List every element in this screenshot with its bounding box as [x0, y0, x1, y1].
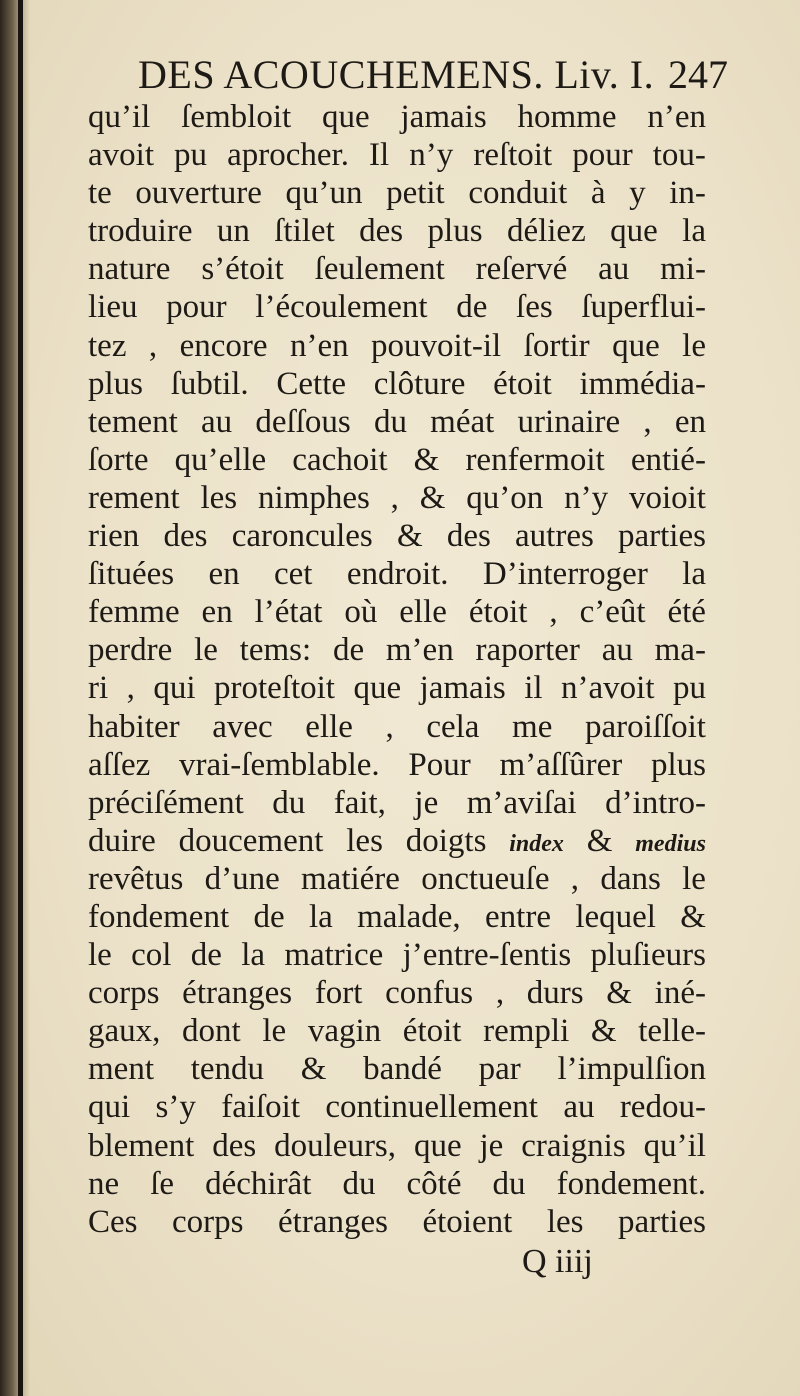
text-line — [88, 1127, 706, 1165]
word: doucement — [178, 822, 324, 859]
text-line — [88, 212, 706, 250]
word: douleurs, — [274, 1127, 397, 1164]
word: de — [190, 937, 222, 974]
word: urinaire — [517, 403, 621, 440]
text-line — [88, 403, 706, 441]
word: en — [674, 403, 706, 440]
word: pluſieurs — [590, 937, 706, 974]
word: vrai-ſemblable. — [179, 746, 380, 783]
word: onctueuſe — [421, 860, 550, 897]
word: du — [492, 1165, 526, 1202]
word: ſubtil. — [170, 365, 249, 402]
word: craignis — [521, 1127, 626, 1164]
word: deſſous — [255, 403, 351, 440]
word: fort — [314, 975, 363, 1012]
word: revêtus — [88, 860, 184, 897]
word: s’y — [155, 1089, 196, 1126]
word: préciſément — [88, 784, 244, 821]
word: de — [332, 632, 365, 669]
word: que — [610, 213, 658, 250]
word: index — [509, 830, 564, 857]
word: redou- — [619, 1089, 706, 1126]
word: les — [200, 479, 238, 516]
word: iné- — [654, 975, 706, 1012]
word: & — [396, 518, 423, 555]
word: pu — [174, 137, 208, 174]
word: caroncules — [231, 518, 373, 555]
word: ſituées — [88, 556, 175, 593]
word: étoit — [402, 1013, 462, 1050]
text-line — [88, 631, 706, 669]
word: ſembloit — [181, 99, 292, 135]
word: de — [456, 289, 488, 326]
word: , — [549, 594, 558, 631]
word: que — [353, 670, 402, 707]
word: y — [629, 175, 646, 212]
word: & — [680, 898, 706, 935]
word: avec — [212, 708, 273, 745]
word: rien — [88, 518, 140, 555]
word: endroit. — [346, 556, 449, 593]
word: proteſtoit — [214, 670, 335, 707]
word: d’une — [204, 860, 280, 897]
word: m’aſſûrer — [499, 746, 623, 783]
word: l’impulſion — [557, 1051, 706, 1088]
text-line — [88, 441, 706, 479]
word: & — [590, 1013, 617, 1050]
word: au — [601, 632, 633, 669]
word: cet — [274, 556, 313, 593]
word: homme — [517, 99, 617, 135]
word: jamais — [400, 99, 487, 135]
word: été — [667, 594, 706, 631]
word: Ces — [88, 1203, 138, 1240]
text-line — [88, 288, 706, 326]
word: corps — [88, 975, 160, 1012]
word: que — [322, 99, 370, 135]
word: par — [478, 1051, 521, 1088]
word: lieu — [88, 289, 138, 326]
word: duire — [88, 822, 156, 859]
word: qu’il — [643, 1127, 706, 1164]
word: que — [413, 1127, 462, 1164]
word: pouvoit-il — [371, 327, 502, 364]
text-line — [88, 479, 706, 517]
word: qui — [88, 1089, 131, 1126]
word: c’eût — [579, 594, 646, 631]
word: , — [385, 708, 394, 745]
word: mi- — [660, 251, 706, 288]
word: au — [598, 251, 630, 288]
word: & — [419, 479, 446, 516]
word: la — [682, 213, 706, 250]
word: raporter — [475, 632, 580, 669]
word: n’en — [289, 327, 349, 364]
word: qu’il — [88, 99, 151, 135]
word: déchirât — [205, 1165, 312, 1202]
word: confus — [385, 975, 474, 1012]
word: dans — [600, 860, 661, 897]
word: autres — [515, 518, 594, 555]
word: elle — [399, 594, 447, 631]
word: étoient — [422, 1203, 513, 1240]
word: fondement. — [556, 1165, 706, 1202]
word: les — [546, 1203, 584, 1240]
word: pour — [166, 289, 227, 326]
word: aſſez — [88, 746, 151, 783]
word: immédia- — [579, 365, 706, 402]
word: bandé — [363, 1051, 442, 1088]
word: , — [390, 479, 399, 516]
word: , — [495, 975, 505, 1012]
word: l’état — [254, 594, 323, 631]
word: fait, — [333, 784, 386, 821]
word: m’aviſai — [466, 784, 577, 821]
word: cela — [426, 708, 480, 745]
word: que — [612, 327, 660, 364]
word: encore — [179, 327, 268, 364]
text-line — [88, 1012, 706, 1050]
word: le — [262, 1013, 287, 1050]
word: D’interroger — [482, 556, 648, 593]
word: aprocher. — [227, 137, 349, 174]
word: troduire — [88, 213, 193, 250]
word: s’étoit — [201, 251, 284, 288]
word: n’y — [564, 479, 609, 516]
word: vagin — [307, 1013, 382, 1050]
word: il — [524, 670, 543, 707]
text-line — [88, 898, 706, 936]
word: je — [414, 784, 439, 821]
text-line — [88, 860, 706, 898]
word: qu’elle — [174, 441, 267, 478]
word: n’en — [647, 99, 706, 135]
word: habiter — [88, 708, 180, 745]
word: au — [201, 403, 233, 440]
word: me — [512, 708, 553, 745]
word: du — [272, 784, 306, 821]
word: durs — [526, 975, 584, 1012]
text-line — [88, 517, 706, 555]
word: & — [586, 822, 613, 859]
signature-mark: Q iiij — [522, 1243, 593, 1280]
word: malade, — [357, 898, 461, 935]
word: plus — [88, 365, 144, 402]
text-line — [88, 936, 706, 974]
word: je — [479, 1127, 504, 1164]
word: ſortir — [523, 327, 590, 364]
body-text — [88, 98, 706, 1241]
word: telle- — [638, 1013, 706, 1050]
word: ſtilet — [274, 213, 335, 250]
word: étranges — [278, 1203, 388, 1240]
word: qu’on — [466, 479, 544, 516]
word: ſes — [516, 289, 553, 326]
text-line — [88, 98, 706, 136]
word: renfermoit — [465, 441, 605, 478]
word: nature — [88, 251, 171, 288]
word: des — [212, 1127, 257, 1164]
word: , — [570, 860, 580, 897]
word: femme — [88, 594, 180, 631]
word: cachoit — [292, 441, 388, 478]
word: , — [126, 670, 135, 707]
word: avoit — [88, 137, 154, 174]
word: faiſoit — [221, 1089, 301, 1126]
word: dont — [182, 1013, 241, 1050]
word: ſeulement — [314, 251, 445, 288]
text-line — [88, 555, 706, 593]
page-number: 247 — [668, 52, 728, 97]
word: pu — [672, 670, 706, 707]
word: rempli — [483, 1013, 570, 1050]
word: petit — [386, 175, 445, 212]
word: étoit — [468, 594, 528, 631]
word: & — [606, 975, 632, 1012]
text-line — [88, 365, 706, 403]
word: paroiſſoit — [584, 708, 706, 745]
word: , — [643, 403, 652, 440]
word: plus — [650, 746, 706, 783]
word: ri — [88, 670, 109, 707]
text-line — [88, 327, 706, 365]
word: reſervé — [475, 251, 568, 288]
book-spine-edge — [18, 0, 23, 1396]
word: tendu — [190, 1051, 265, 1088]
word: en — [208, 556, 240, 593]
word: au — [563, 1089, 595, 1126]
running-title: DES ACOUCHEMENS. Liv. I. — [138, 52, 655, 97]
word: le — [682, 860, 706, 897]
word: à — [590, 175, 606, 212]
word: elle — [305, 708, 353, 745]
text-line — [88, 136, 706, 174]
word: gaux, — [88, 1013, 161, 1050]
word: du — [373, 403, 407, 440]
word: j’entre-ſentis — [402, 937, 572, 974]
word: reſtoit — [473, 137, 553, 174]
word: le — [194, 632, 218, 669]
text-line — [88, 1165, 706, 1203]
word: la — [308, 898, 333, 935]
word: continuellement — [325, 1089, 538, 1126]
word: m’en — [385, 632, 454, 669]
book-spine-shadow — [0, 0, 30, 1396]
word: qu’un — [285, 175, 363, 212]
word: ſe — [150, 1165, 175, 1202]
word: Cette — [276, 365, 347, 402]
word: Il — [369, 137, 390, 174]
text-line — [88, 822, 706, 860]
word: étranges — [182, 975, 293, 1012]
word: des — [359, 213, 404, 250]
word: te — [88, 175, 112, 212]
word: ma- — [654, 632, 706, 669]
word: des — [163, 518, 208, 555]
text-line — [88, 250, 706, 288]
word: doigts — [405, 822, 487, 859]
word: méat — [430, 403, 495, 440]
word: & — [413, 441, 440, 478]
word: d’intro- — [605, 784, 706, 821]
word: , — [148, 327, 158, 364]
word: tou- — [652, 137, 706, 174]
word: des — [446, 518, 491, 555]
word: jamais — [419, 670, 506, 707]
word: n’avoit — [561, 670, 655, 707]
word: ne — [88, 1165, 120, 1202]
word: perdre — [88, 632, 173, 669]
word: les — [346, 822, 383, 859]
word: fondement — [88, 898, 230, 935]
word: corps — [172, 1203, 244, 1240]
word: ſorte — [88, 441, 149, 478]
word: matrice — [284, 937, 384, 974]
text-line — [88, 669, 706, 707]
text-line — [88, 1203, 706, 1241]
word: entié- — [630, 441, 706, 478]
word: col — [131, 937, 172, 974]
text-line — [88, 1088, 706, 1126]
word: parties — [618, 518, 706, 555]
word: blement — [88, 1127, 195, 1164]
word: un — [216, 213, 250, 250]
word: n’y — [409, 137, 454, 174]
word: en — [201, 594, 233, 631]
word: déliez — [506, 213, 586, 250]
word: medius — [635, 830, 706, 857]
text-line — [88, 784, 706, 822]
text-line — [88, 1050, 706, 1088]
word: la — [241, 937, 266, 974]
word: parties — [618, 1203, 706, 1240]
word: Pour — [408, 746, 471, 783]
word: clôture — [373, 365, 466, 402]
word: de — [253, 898, 285, 935]
word: matiére — [301, 860, 400, 897]
word: tement — [88, 403, 178, 440]
word: conduit — [468, 175, 568, 212]
word: côté — [406, 1165, 462, 1202]
word: tez — [88, 327, 127, 364]
word: tems: — [239, 632, 312, 669]
word: le — [88, 937, 112, 974]
word: le — [682, 327, 706, 364]
word: du — [342, 1165, 376, 1202]
word: in- — [669, 175, 706, 212]
word: nimphes — [257, 479, 370, 516]
word: rement — [88, 479, 180, 516]
page-header — [138, 50, 728, 100]
word: ſuperflui- — [581, 289, 706, 326]
text-line — [88, 974, 706, 1012]
text-line — [88, 708, 706, 746]
word: voioit — [628, 479, 706, 516]
word: étoit — [493, 365, 552, 402]
word: ment — [88, 1051, 154, 1088]
word: entre — [485, 898, 551, 935]
word: pour — [572, 137, 633, 174]
word: ouverture — [135, 175, 262, 212]
word: où — [344, 594, 378, 631]
word: plus — [427, 213, 483, 250]
text-line — [88, 746, 706, 784]
word: l’écoulement — [255, 289, 428, 326]
word: qui — [153, 670, 196, 707]
word: & — [300, 1051, 327, 1088]
text-line — [88, 174, 706, 212]
text-line — [88, 593, 706, 631]
word: la — [682, 556, 706, 593]
word: lequel — [575, 898, 656, 935]
